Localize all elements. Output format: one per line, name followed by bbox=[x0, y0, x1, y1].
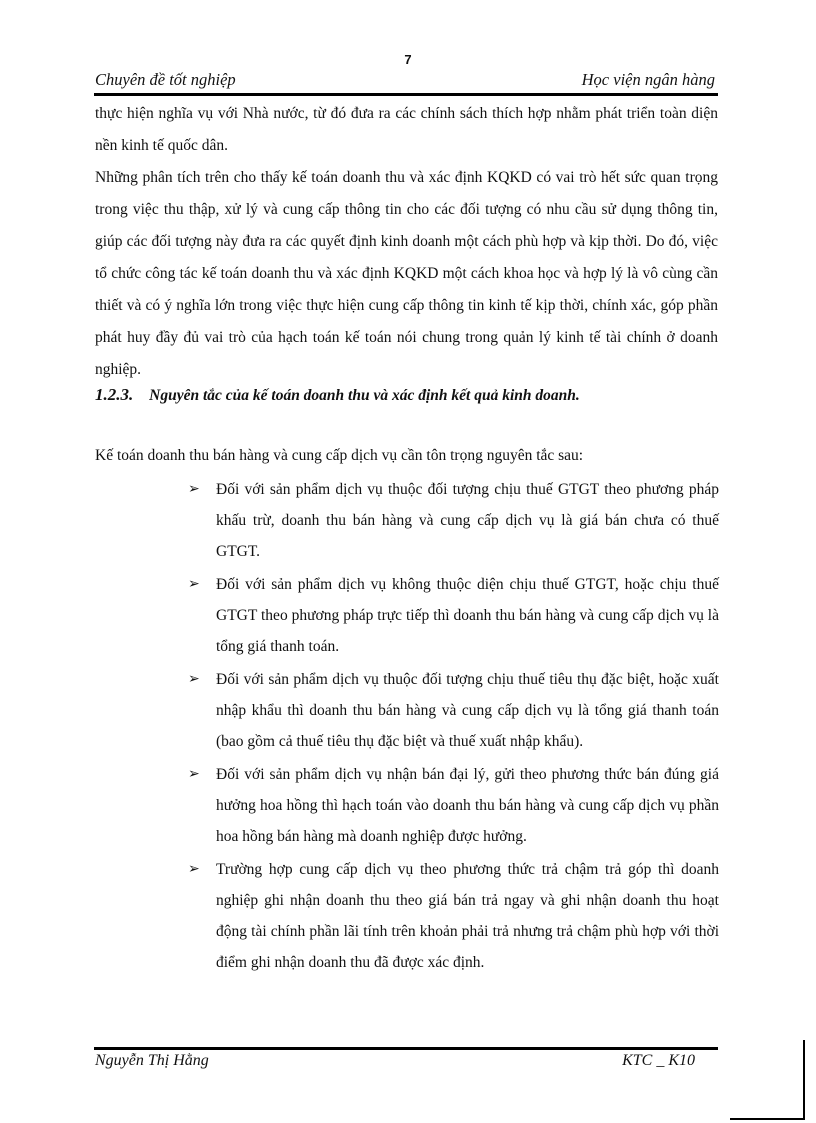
paragraph-continued: thực hiện nghĩa vụ với Nhà nước, từ đó đưa ra các chính sách thích hợp nhằm phát triển toàn diện nền kinh tế quốc dân. bbox=[95, 105, 718, 154]
page-footer bbox=[95, 1052, 695, 1076]
list-item bbox=[186, 759, 719, 852]
page-header bbox=[95, 70, 715, 94]
page-number: 7 bbox=[404, 52, 412, 67]
list-item-text: Đối với sản phẩm dịch vụ nhận bán đại lý, gửi theo phương thức bán đúng giá hưởng hoa hồng thì hạch toán vào doanh thu bán hàng và cung cấp dịch vụ phần hoa hồng bán hàng mà doanh nghiệp được hưởng. bbox=[216, 766, 719, 845]
principles-lead: Kế toán doanh thu bán hàng và cung cấp dịch vụ cần tôn trọng nguyên tắc sau: bbox=[95, 447, 584, 464]
section-number: 1.2.3. bbox=[95, 385, 134, 404]
footer-divider bbox=[94, 1047, 718, 1050]
principles-list bbox=[186, 474, 719, 980]
arrow-bullet-icon: ➢ bbox=[188, 672, 200, 687]
arrow-bullet-icon: ➢ bbox=[188, 767, 200, 782]
list-item-text: Đối với sản phẩm dịch vụ không thuộc diện chịu thuế GTGT, hoặc chịu thuế GTGT theo phương pháp trực tiếp thì doanh thu bán hàng và cung cấp dịch vụ là tổng giá thanh toán. bbox=[216, 576, 719, 655]
section-heading bbox=[95, 385, 725, 405]
arrow-bullet-icon: ➢ bbox=[188, 482, 200, 497]
header-institution: Học viện ngân hàng bbox=[581, 70, 715, 89]
arrow-bullet-icon: ➢ bbox=[188, 862, 200, 877]
footer-class: KTC _ K10 bbox=[622, 1052, 695, 1069]
list-item-text: Trường hợp cung cấp dịch vụ theo phương thức trả chậm trả góp thì doanh nghiệp ghi nhận doanh thu theo giá bán trả ngay và ghi nhận doanh thu hoạt động tài chính phần lãi tính trên khoản phải trả nhưng trả chậm phù hợp với thời điểm ghi nhận doanh thu đã được xác định. bbox=[216, 861, 719, 971]
list-item bbox=[186, 854, 719, 978]
page-border-bottom bbox=[730, 1118, 805, 1120]
header-thesis-title: Chuyên đề tốt nghiệp bbox=[95, 70, 236, 89]
list-item bbox=[186, 569, 719, 662]
list-item bbox=[186, 664, 719, 757]
footer-author: Nguyễn Thị Hằng bbox=[95, 1052, 209, 1069]
list-item bbox=[186, 474, 719, 567]
paragraph-analysis: Những phân tích trên cho thấy kế toán doanh thu và xác định KQKD có vai trò hết sức quan trọng trong việc thu thập, xử lý và cung cấp thông tin cho các đối tượng có nhu cầu sử dụng thông tin, giúp các đối tượng này đưa ra các quyết định kinh doanh một cách phù hợp và kịp thời. Do đó, việc tổ chức công tác kế toán doanh thu và xác định KQKD một cách khoa học và hợp lý là vô cùng cần thiết và có ý nghĩa lớn trong việc thực hiện cung cấp thông tin kinh tế kịp thời, chính xác, góp phần phát huy đầy đủ vai trò của hạch toán kế toán nói chung trong quản lý kinh tế tài chính ở doanh nghiệp. bbox=[95, 169, 718, 378]
section-title: Nguyên tắc của kế toán doanh thu và xác định kết quả kinh doanh. bbox=[149, 387, 580, 404]
page-border-right bbox=[803, 1040, 805, 1120]
list-item-text: Đối với sản phẩm dịch vụ thuộc đối tượng chịu thuế tiêu thụ đặc biệt, hoặc xuất nhập khẩu thì doanh thu bán hàng và cung cấp dịch vụ là tổng giá thanh toán (bao gồm cả thuế tiêu thụ đặc biệt và thuế xuất nhập khẩu). bbox=[216, 671, 719, 750]
header-divider bbox=[94, 93, 718, 96]
list-item-text: Đối với sản phẩm dịch vụ thuộc đối tượng chịu thuế GTGT theo phương pháp khấu trừ, doanh thu bán hàng và cung cấp dịch vụ là giá bán chưa có thuế GTGT. bbox=[216, 481, 719, 560]
arrow-bullet-icon: ➢ bbox=[188, 577, 200, 592]
